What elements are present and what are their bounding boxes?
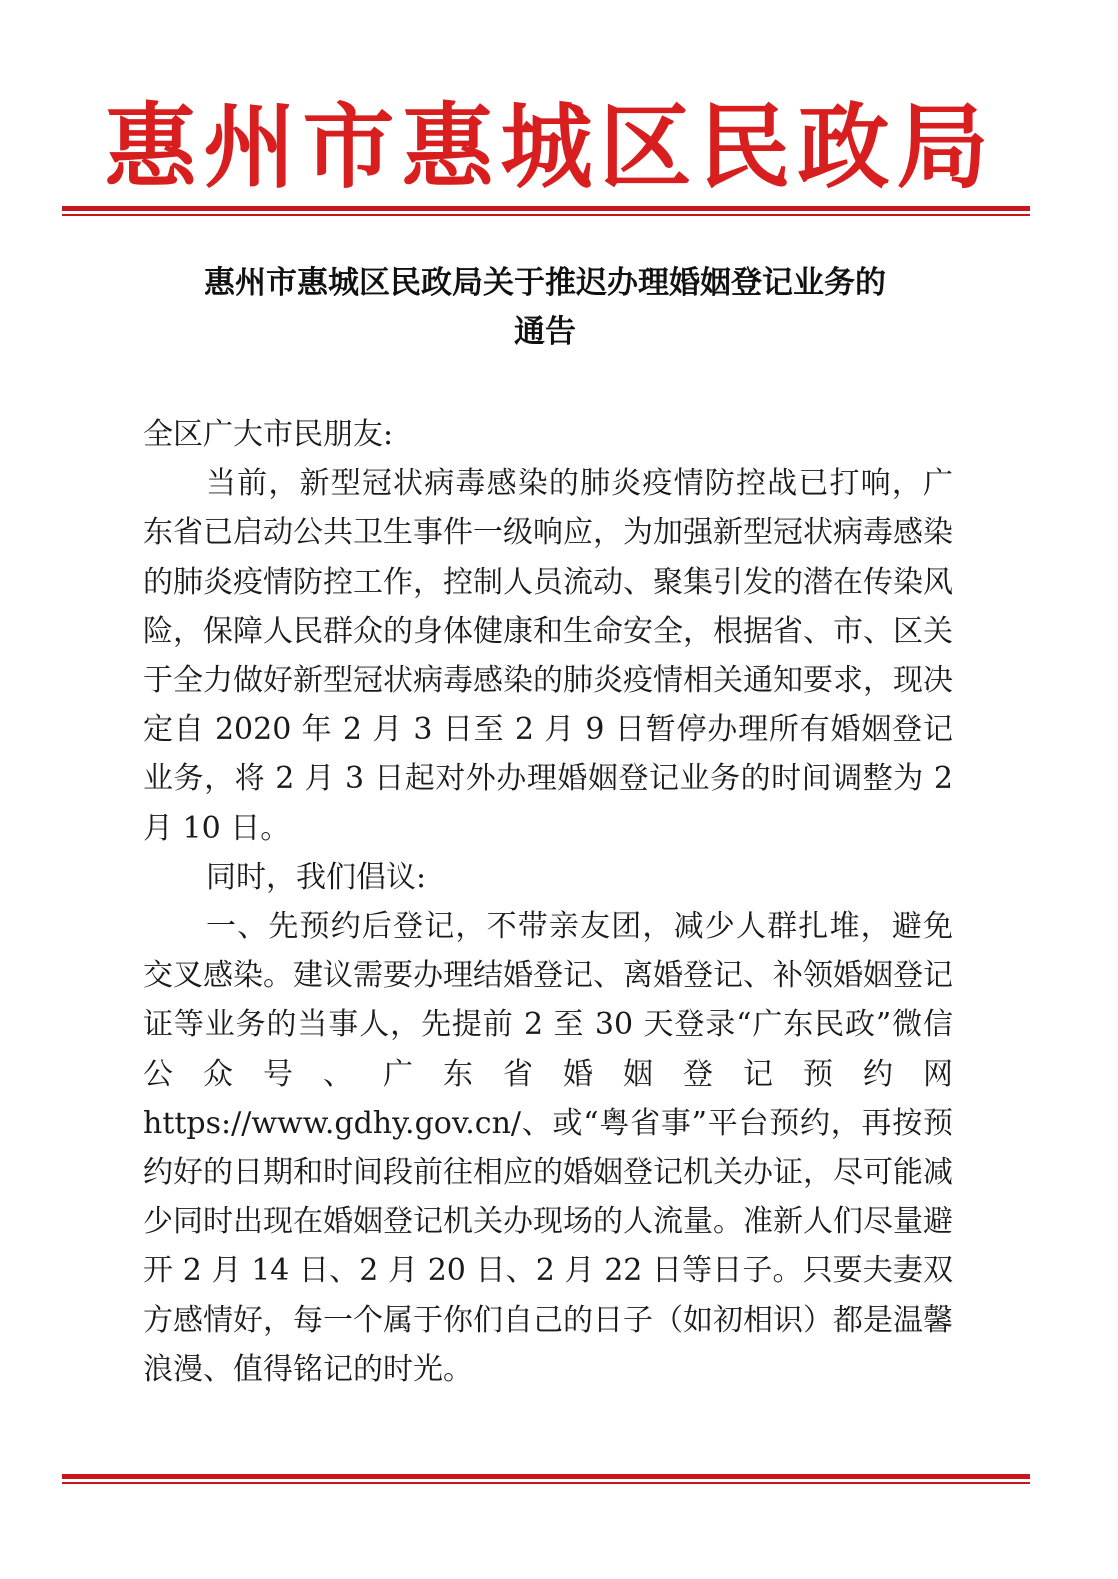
- salutation: 全区广大市民朋友:: [143, 417, 394, 452]
- notice-title-line-2: 通告: [514, 314, 576, 350]
- letterhead-divider: [62, 206, 1030, 216]
- paragraph-2: 同时，我们倡议:: [206, 859, 427, 895]
- paragraph-1: 当前，新型冠状病毒感染的肺炎疫情防控战已打响，广东省已启动公共卫生事件一级响应，为加强新型冠状病毒感染的肺炎疫情防控工作，控制人员流动、聚集引发的潜在传染风险，保障人民群众的身体健康和生命安全，根据省、市、区关于全力做好新型冠状病毒感染的肺炎疫情相关通知要求，现决定自 2020 年 2 月 3 日至 2 月 9 日暂停办理所有婚姻登记业务，将 2 月 3 日起对外办理婚姻登记业务的时间调整为 2 月 10 日。: [143, 466, 953, 846]
- footer-divider: [62, 1474, 1030, 1484]
- letterhead-title: 惠州市惠城区民政局: [104, 93, 996, 201]
- notice-title-line-1: 惠州市惠城区民政局关于推迟办理婚姻登记业务的: [204, 265, 886, 301]
- notice-body: [143, 410, 953, 1394]
- paragraph-3: 一、先预约后登记，不带亲友团，减少人群扎堆，避免交叉感染。建议需要办理结婚登记、离婚登记、补领婚姻登记证等业务的当事人，先提前 2 至 30 天登录“广东民政”微信公众号、广东省婚姻登记预约网 https://www.gdhy.gov.cn/、或“粤省事”平台预约，再按预约好的日期和时间段前往相应的婚姻登记机关办证，尽可能减少同时出现在婚姻登记机关办现场的人流量。准新人们尽量避开 2 月 14 日、2 月 20 日、2 月 22 日等日子。只要夫妻双方感情好，每一个属于你们自己的日子（如初相识）都是温馨浪漫、值得铭记的时光。: [143, 909, 953, 1387]
